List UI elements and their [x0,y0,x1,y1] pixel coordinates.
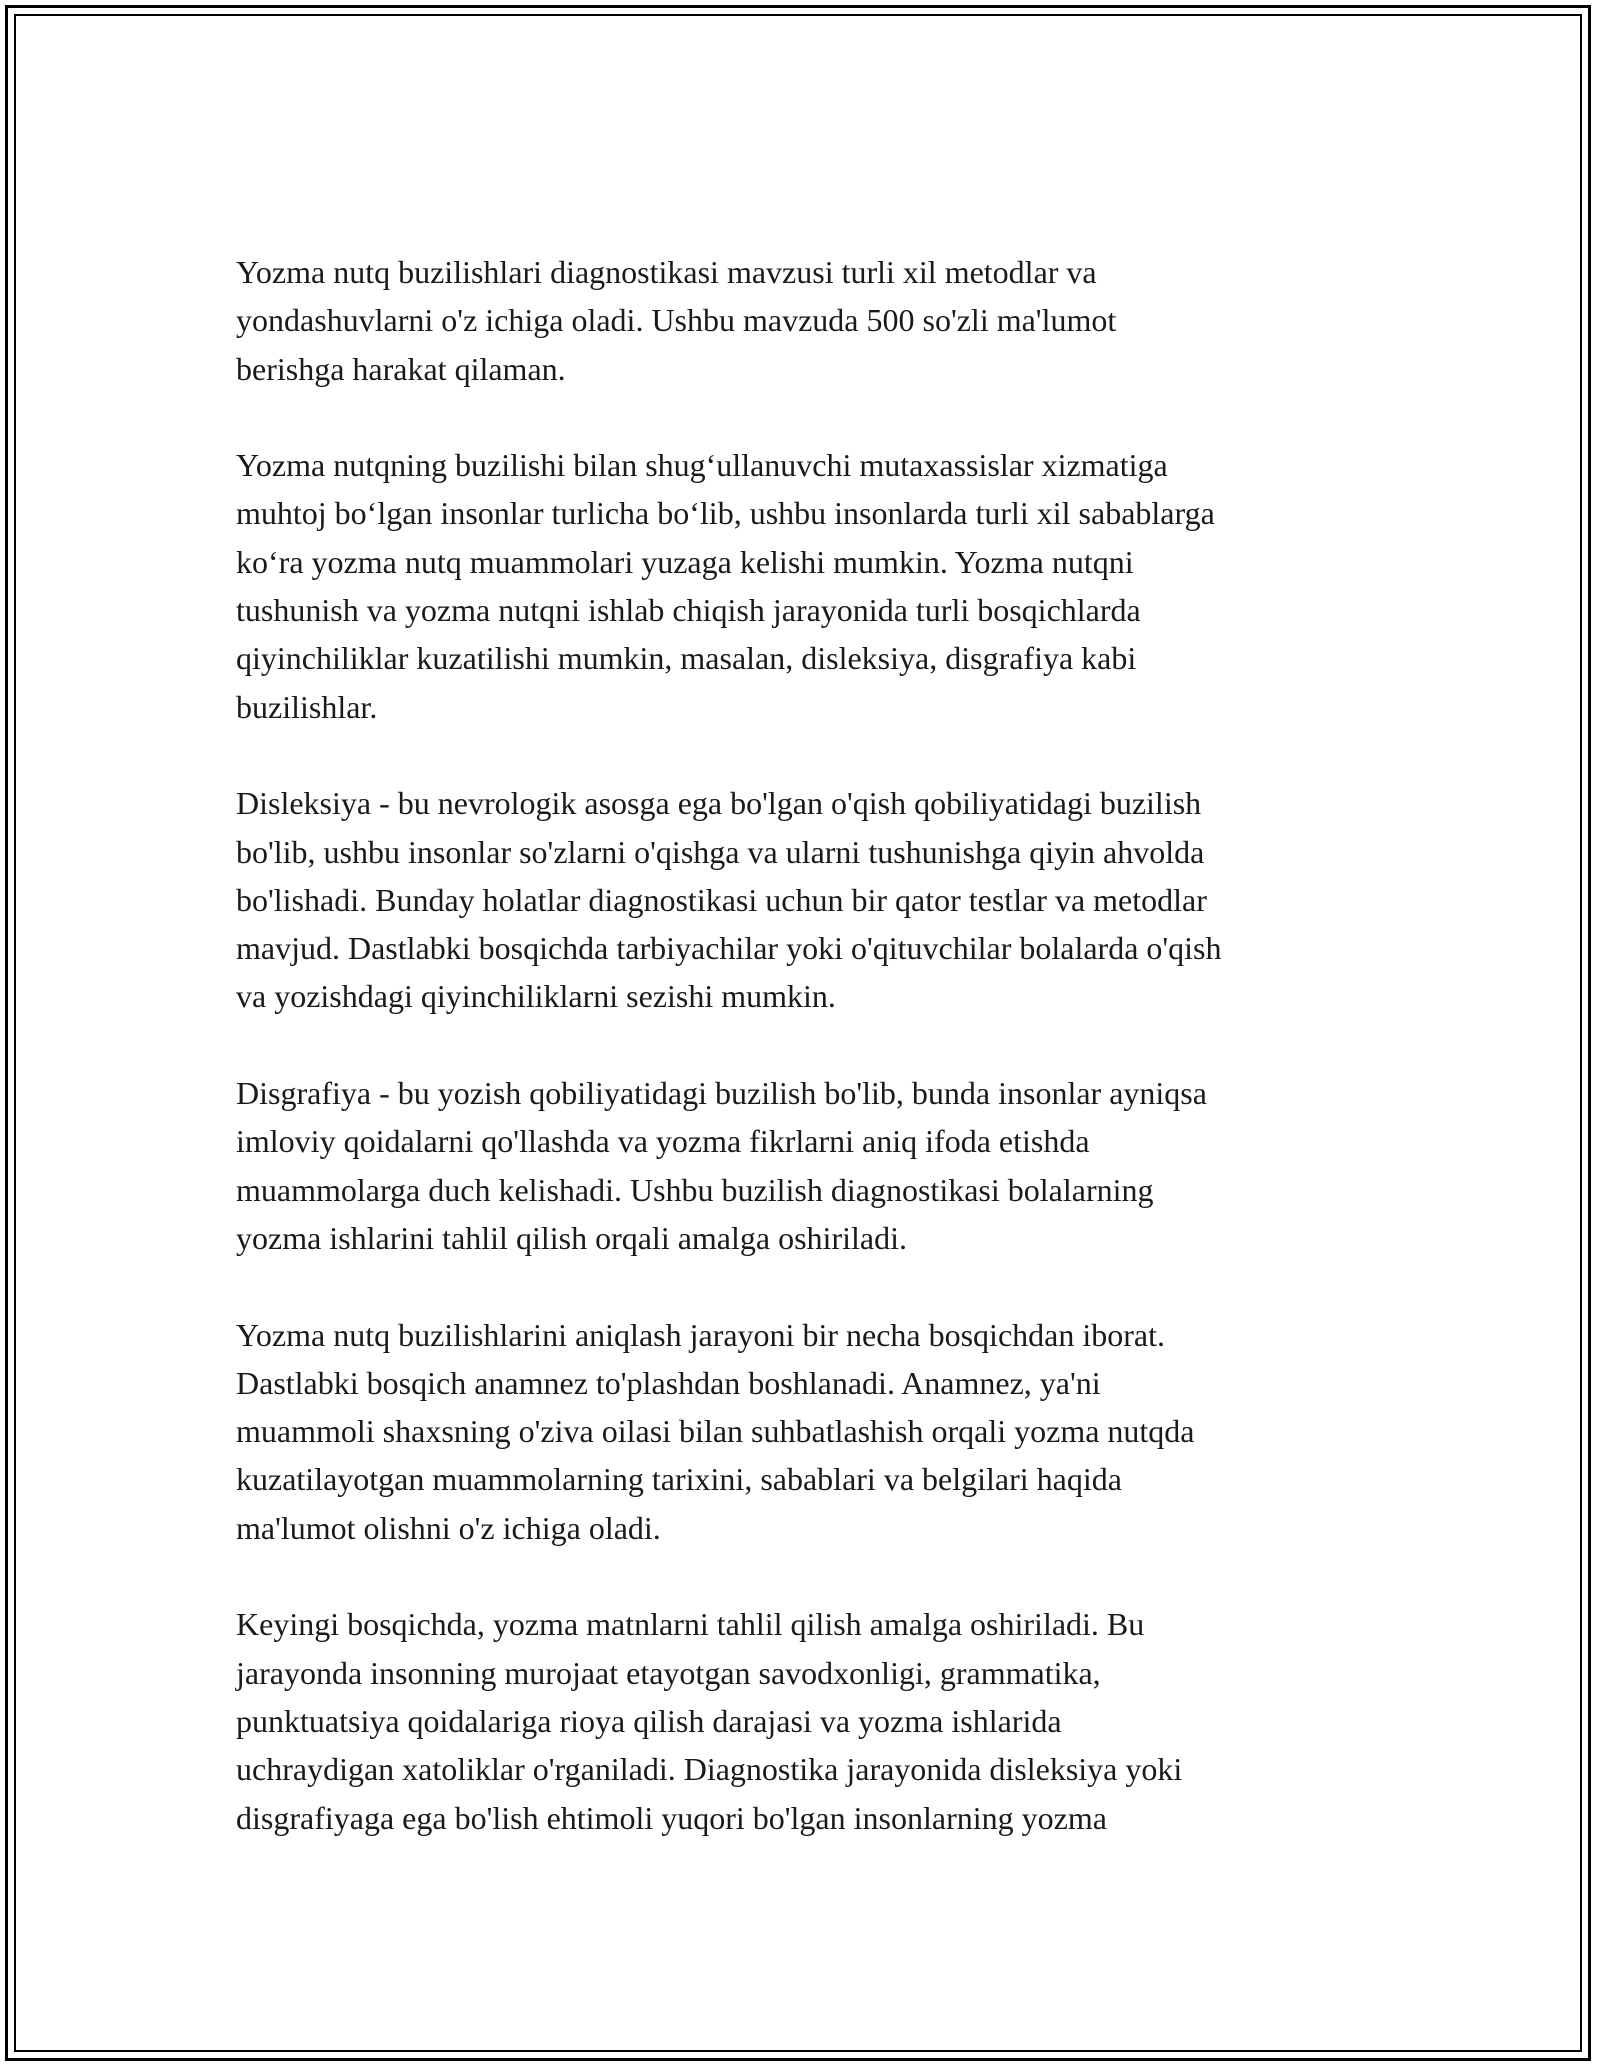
paragraph-anamnesis: Yozma nutq buzilishlarini aniqlash jarayoni bir necha bosqichdan iborat. Dastlabki bosqich anamnez to'plashdan boshlanadi. Anamnez, ya'ni muammoli shaxsning o'ziva oilasi bilan suhbatlashish orqali yozma nutqda kuzatilayotgan muammolarning tarixini, sabablari va belgilari haqida ma'lumot olishni o'z ichiga oladi. [236,1316,1195,1546]
paragraph-dysgraphia: Disgrafiya - bu yozish qobiliyatidagi buzilish bo'lib, bunda insonlar ayniqsa imloviy qoidalarni qo'llashda va yozma fikrlarni aniq ifoda etishda muammolarga duch kelishadi. Ushbu buzilish diagnostikasi bolalarning yozma ishlarini tahlil qilish orqali amalga oshiriladi. [236,1075,1207,1256]
document-body [236,248,1376,1890]
paragraph-text-analysis: Keyingi bosqichda, yozma matnlarni tahlil qilish amalga oshiriladi. Bu jarayonda insonning murojaat etayotgan savodxonligi, grammatika, punktuatsiya qoidalariga rioya qilish darajasi va yozma ishlarida uchraydigan xatoliklar o'rganiladi. Diagnostika jarayonida disleksiya yoki disgrafiyaga ega bo'lish ehtimoli yuqori bo'lgan insonlarning yozma [236,1606,1183,1836]
paragraph-intro: Yozma nutq buzilishlari diagnostikasi mavzusi turli xil metodlar va yondashuvlarni o'z ichiga oladi. Ushbu mavzuda 500 so'zli ma'lumot berishga harakat qilaman. [236,254,1117,387]
paragraph-dyslexia: Disleksiya - bu nevrologik asosga ega bo'lgan o'qish qobiliyatidagi buzilish bo'lib, ushbu insonlar so'zlarni o'qishga va ularni tushunishga qiyin ahvolda bo'lishadi. Bunday holatlar diagnostikasi uchun bir qator testlar va metodlar mavjud. Dastlabki bosqichda tarbiyachilar yoki o'qituvchilar bolalarda o'qish va yozishdagi qiyinchiliklarni sezishi mumkin. [236,785,1222,1015]
paragraph-specialists: Yozma nutqning buzilishi bilan shug‘ullanuvchi mutaxassislar xizmatiga muhtoj bo‘lgan insonlar turlicha bo‘lib, ushbu insonlarda turli xil sabablarga ko‘ra yozma nutq muammolari yuzaga kelishi mumkin. Yozma nutqni tushunish va yozma nutqni ishlab chiqish jarayonida turli bosqichlarda qiyinchiliklar kuzatilishi mumkin, masalan, disleksiya, disgrafiya kabi buzilishlar. [236,447,1215,725]
